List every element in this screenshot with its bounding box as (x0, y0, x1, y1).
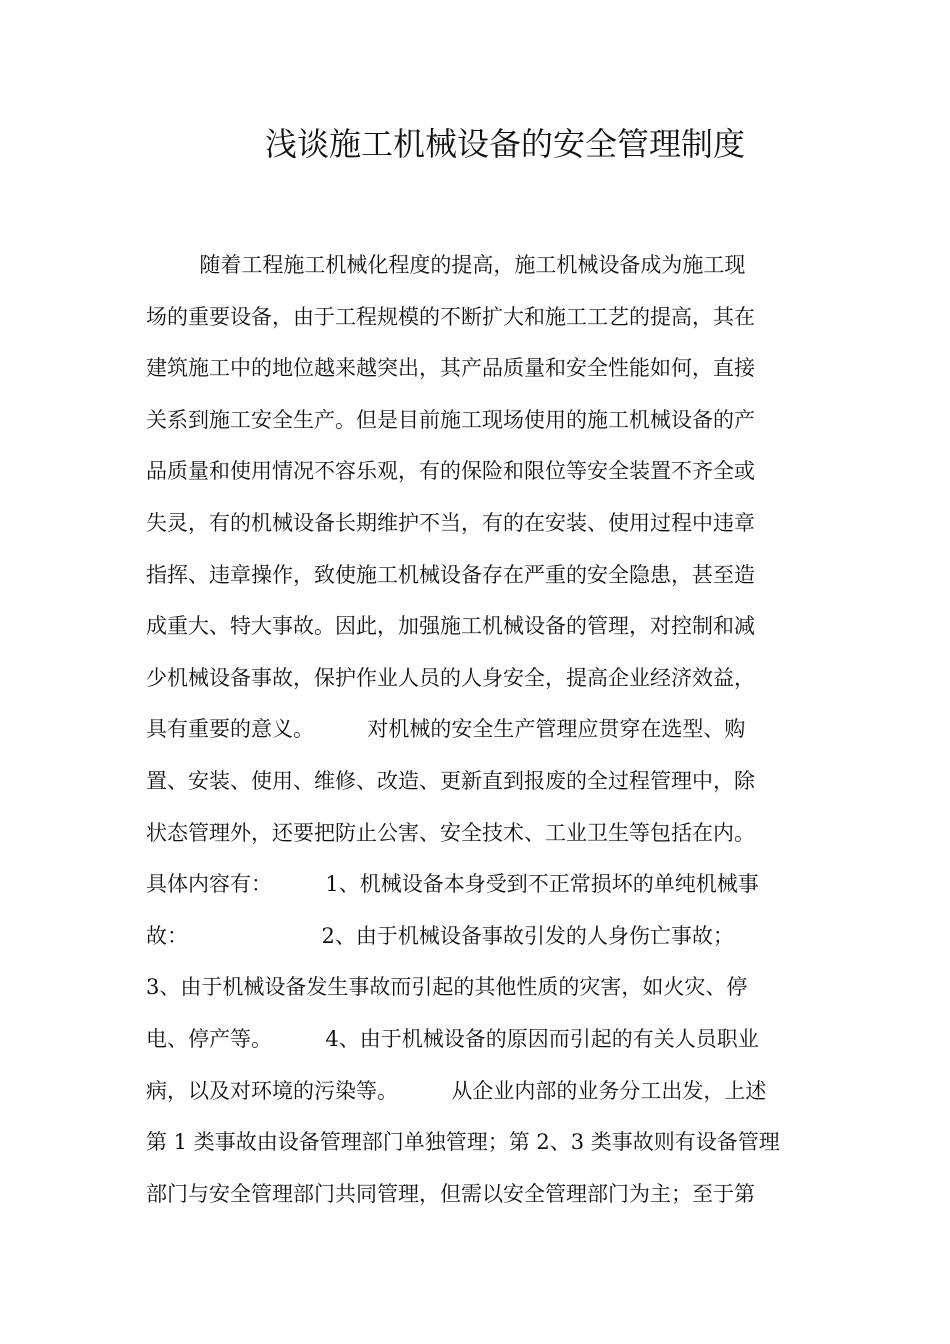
body-line: 具有重要的意义。 对机械的安全生产管理应贯穿在选型、购 (146, 717, 746, 742)
body-line: 关系到施工安全生产。但是目前施工现场使用的施工机械设备的产 (146, 407, 755, 432)
body-line: 状态管理外，还要把防止公害、安全技术、工业卫生等包括在内。 (146, 820, 755, 845)
body-line: 电、停产等。 4、由于机械设备的原因而引起的有关人员职业 (146, 1026, 759, 1051)
body-line: 3、由于机械设备发生事故而引起的其他性质的灾害，如火灾、停 (146, 975, 748, 1000)
body-line: 故： 2、由于机械设备事故引发的人身伤亡事故； (146, 923, 734, 948)
body-line: 第 1 类事故由设备管理部门单独管理；第 2、3 类事故则有设备管理 (146, 1130, 780, 1155)
body-line: 置、安装、使用、维修、改造、更新直到报废的全过程管理中，除 (146, 768, 755, 793)
body-line: 建筑施工中的地位越来越突出，其产品质量和安全性能如何，直接 (146, 356, 755, 381)
body-line: 失灵，有的机械设备长期维护不当，有的在安装、使用过程中违章 (146, 510, 755, 535)
body-line: 部门与安全管理部门共同管理，但需以安全管理部门为主；至于第 (146, 1181, 755, 1206)
body-line: 病，以及对环境的污染等。 从企业内部的业务分工出发，上述 (146, 1078, 767, 1103)
body-line: 随着工程施工机械化程度的提高，施工机械设备成为施工现 (146, 253, 746, 277)
body-line: 具体内容有： 1、机械设备本身受到不正常损坏的单纯机械事 (146, 872, 759, 897)
body-line: 少机械设备事故，保护作业人员的人身安全，提高企业经济效益， (146, 665, 755, 690)
body-line: 成重大、特大事故。因此，加强施工机械设备的管理，对控制和减 (146, 614, 755, 639)
document-body (146, 240, 806, 1220)
document-title: 浅谈施工机械设备的安全管理制度 (264, 125, 745, 163)
body-line: 场的重要设备，由于工程规模的不断扩大和施工工艺的提高，其在 (146, 304, 755, 329)
body-line: 品质量和使用情况不容乐观，有的保险和限位等安全装置不齐全或 (146, 459, 755, 484)
body-line: 指挥、违章操作，致使施工机械设备存在严重的安全隐患，甚至造 (146, 562, 755, 587)
